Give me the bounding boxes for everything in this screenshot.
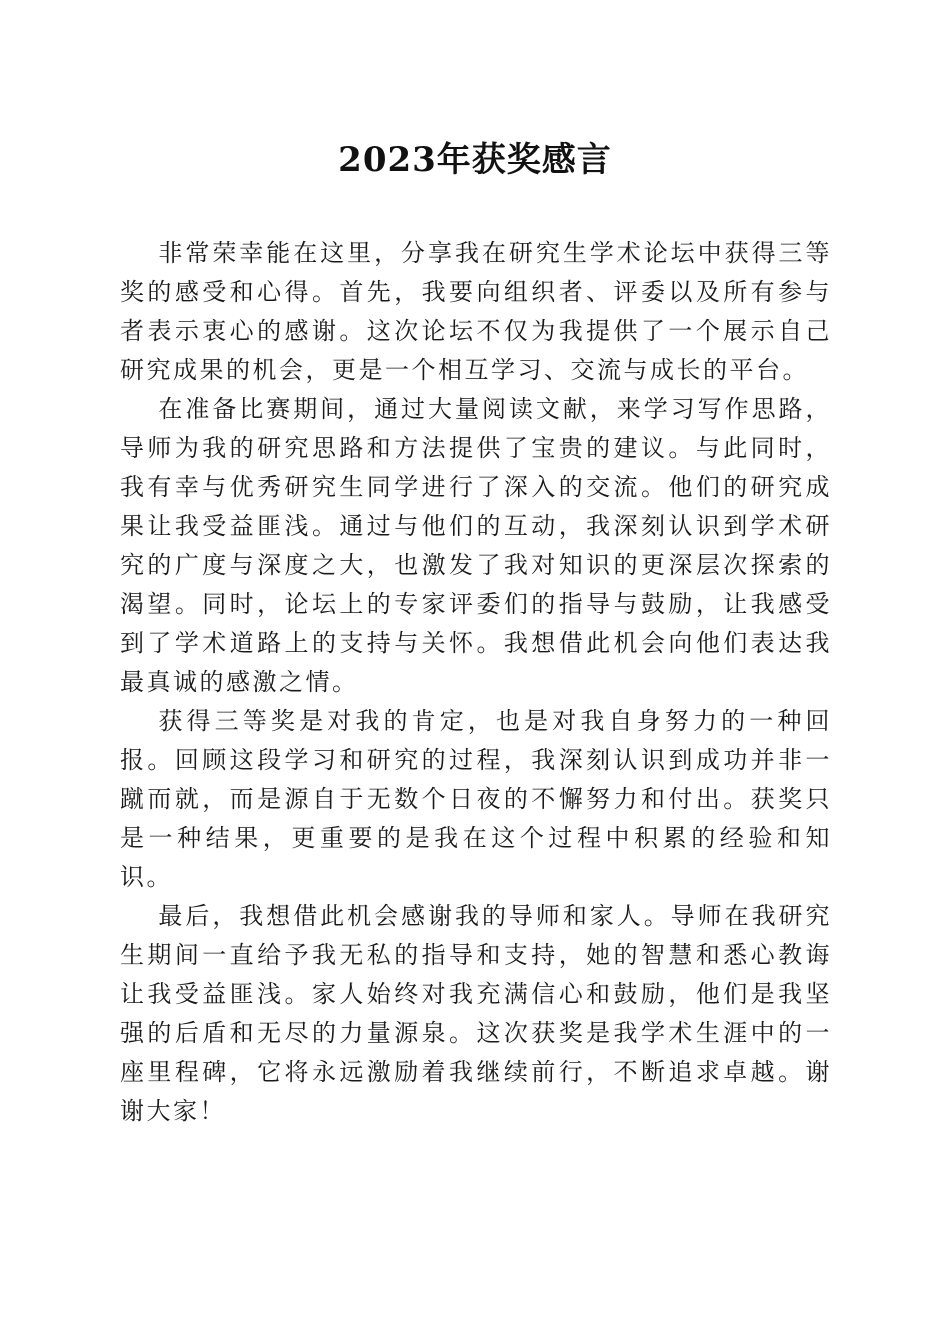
- paragraph-3: 获得三等奖是对我的肯定，也是对我自身努力的一种回报。回顾这段学习和研究的过程，我深刻认识到成功并非一蹴而就，而是源自于无数个日夜的不懈努力和付出。获奖只是一种结果，更重要的是我在这个过程中积累的经验和知识。: [120, 707, 832, 891]
- document-title: 2023年获奖感言: [338, 140, 612, 180]
- paragraph-2: 在准备比赛期间，通过大量阅读文献，来学习写作思路，导师为我的研究思路和方法提供了宝贵的建议。与此同时，我有幸与优秀研究生同学进行了深入的交流。他们的研究成果让我受益匪浅。通过与他们的互动，我深刻认识到学术研究的广度与深度之大，也激发了我对知识的更深层次探索的渴望。同时，论坛上的专家评委们的指导与鼓励，让我感受到了学术道路上的支持与关怀。我想借此机会向他们表达我最真诚的感激之情。: [120, 395, 832, 696]
- document-body: [120, 234, 832, 1131]
- paragraph-4: 最后，我想借此机会感谢我的导师和家人。导师在我研究生期间一直给予我无私的指导和支持，她的智慧和悉心教诲让我受益匪浅。家人始终对我充满信心和鼓励，他们是我坚强的后盾和无尽的力量源泉。这次获奖是我学术生涯中的一座里程碑，它将永远激励着我继续前行，不断追求卓越。谢谢大家！: [120, 902, 832, 1125]
- paragraph-1: 非常荣幸能在这里，分享我在研究生学术论坛中获得三等奖的感受和心得。首先，我要向组织者、评委以及所有参与者表示衷心的感谢。这次论坛不仅为我提供了一个展示自己研究成果的机会，更是一个相互学习、交流与成长的平台。: [120, 239, 832, 384]
